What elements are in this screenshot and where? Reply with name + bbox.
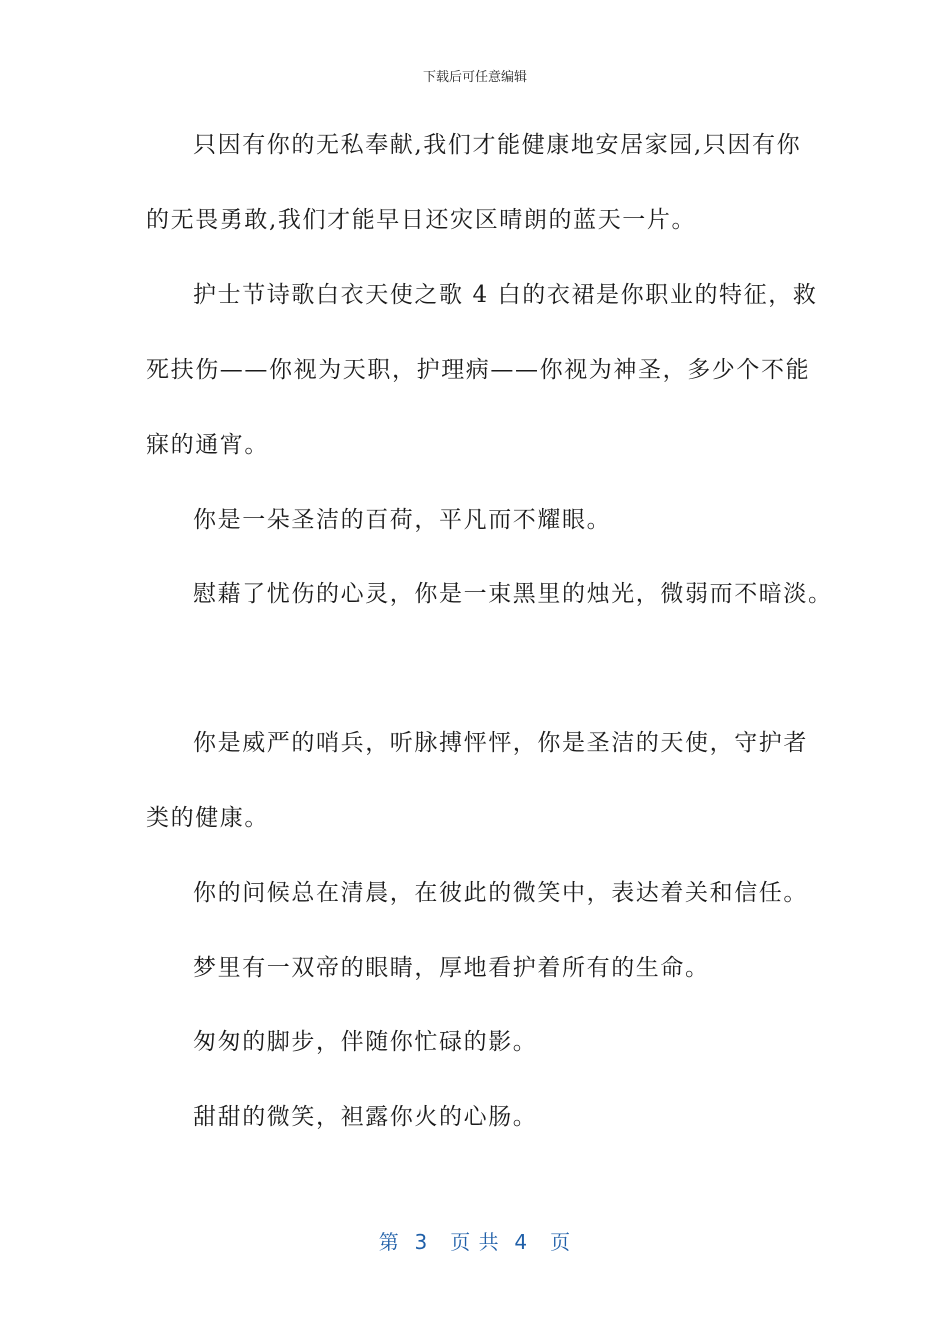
body-line: 你的问候总在清晨，在彼此的微笑中，表达着关和信任。 (193, 880, 808, 906)
body-line: 你是一朵圣洁的百荷，平凡而不耀眼。 (193, 507, 612, 533)
body-line: 匆匆的脚步，伴随你忙碌的影。 (193, 1029, 538, 1055)
body-line: 类的健康。 (146, 805, 269, 831)
page-number-footer: 第 3 页 共 4 页 (378, 1230, 572, 1254)
body-line: 寐的通宵。 (146, 432, 269, 458)
body-line: 的无畏勇敢,我们才能早日还灾区晴朗的蓝天一片。 (146, 207, 697, 233)
body-line: 甜甜的微笑，袒露你火的心肠。 (193, 1104, 538, 1130)
page-header-note: 下载后可任意编辑 (422, 70, 527, 85)
body-line: 护士节诗歌白衣天使之歌 4 白的衣裙是你职业的特征，救 (193, 282, 818, 308)
body-line: 慰藉了忧伤的心灵，你是一束黑里的烛光，微弱而不暗淡。 (193, 581, 833, 607)
body-line: 你是威严的哨兵，听脉搏怦怦，你是圣洁的天使，守护者 (193, 730, 808, 756)
body-line: 死扶伤——你视为天职，护理病——你视为神圣，多少个不能 (146, 357, 811, 383)
body-line: 梦里有一双帝的眼睛，厚地看护着所有的生命。 (193, 955, 710, 981)
body-line: 只因有你的无私奉献,我们才能健康地安居家园,只因有你 (193, 132, 802, 158)
